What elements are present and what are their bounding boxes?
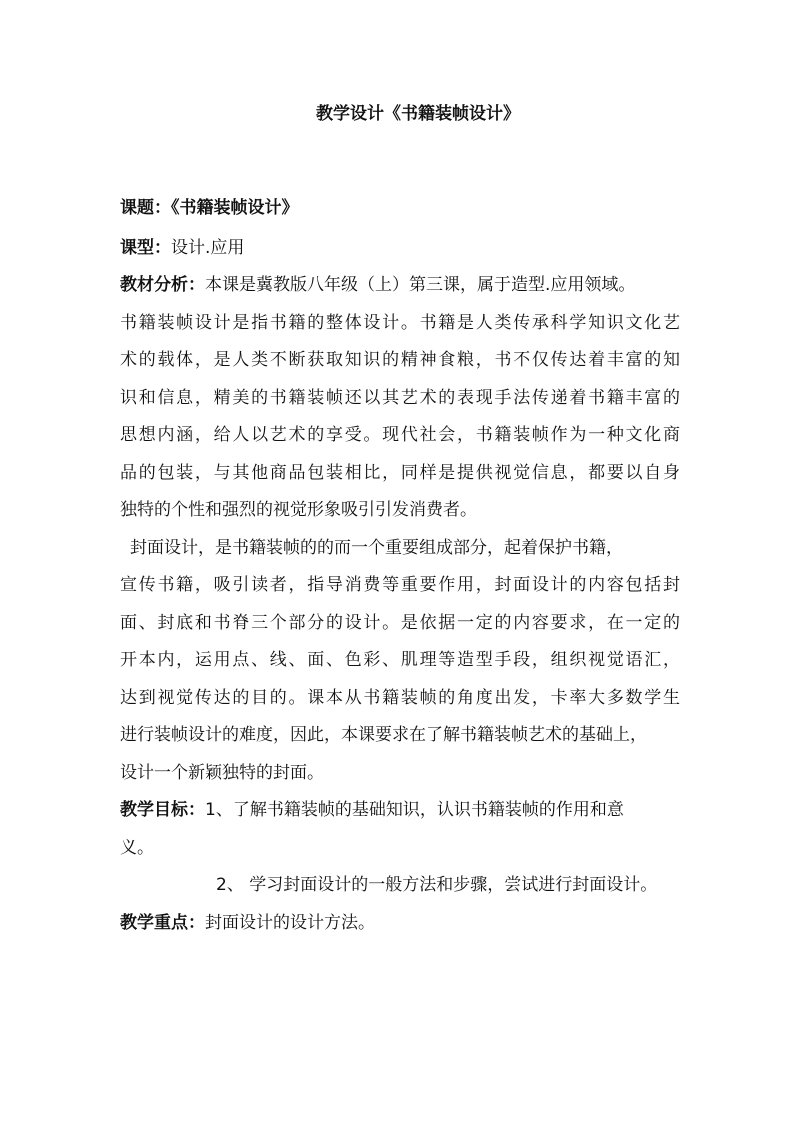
document-title: 教学设计《书籍装帧设计》: [316, 104, 520, 124]
analysis-line: 思想内涵，给人以艺术的享受。现代社会，书籍装帧作为一种文化商: [120, 425, 680, 445]
analysis-line: 书籍装帧设计是指书籍的整体设计。书籍是人类传承科学知识文化艺: [120, 312, 680, 333]
type-label: 课型：: [120, 237, 171, 258]
analysis-first-text: 本课是冀教版八年级（上）第三课，属于造型.应用领域。: [205, 275, 636, 295]
goals-item1-text: 1、了解书籍装帧的基础知识，认识书籍装帧的作用和意: [205, 800, 624, 820]
cover-line: 封面设计，是书籍装帧的的而一个重要组成部分，起着保护书籍，: [130, 537, 623, 558]
goals-line: [120, 792, 680, 830]
type-line: [120, 230, 680, 268]
focus-value: 封面设计的设计方法。: [205, 912, 375, 933]
goals-item2: 2、 学习封面设计的一般方法和步骤，尝试进行封面设计。: [216, 875, 658, 895]
topic-value: 《书籍装帧设计》: [171, 198, 299, 218]
analysis-line: 品的包装，与其他商品包装相比，同样是提供视觉信息，都要以自身: [120, 462, 680, 483]
cover-line: 进行装帧设计的难度，因此，本课要求在了解书籍装帧艺术的基础上，: [120, 725, 647, 745]
type-value: 设计.应用: [171, 237, 245, 258]
analysis-line: 独特的个性和强烈的视觉形象吸引引发消费者。: [120, 500, 477, 520]
analysis-line: 术的载体，是人类不断获取知识的精神食粮，书不仅传达着丰富的知: [120, 350, 680, 370]
analysis-label: 教材分析：: [120, 275, 205, 295]
cover-line: 设计一个新颖独特的封面。: [120, 762, 324, 783]
analysis-line-first: [120, 267, 680, 305]
focus-line: [120, 905, 680, 943]
cover-line: 开本内，运用点、线、面、色彩、肌理等造型手段，组织视觉语汇，: [120, 650, 680, 670]
cover-line: 达到视觉传达的目的。课本从书籍装帧的角度出发，卡率大多数学生: [120, 687, 680, 708]
focus-label: 教学重点：: [120, 912, 205, 933]
cover-line: 面、封底和书脊三个部分的设计。是依据一定的内容要求，在一定的: [120, 612, 680, 633]
cover-line: 宣传书籍，吸引读者，指导消费等重要作用，封面设计的内容包括封: [120, 575, 680, 595]
goals-item1-continuation: 义。: [120, 837, 154, 858]
analysis-line: 识和信息，精美的书籍装帧还以其艺术的表现手法传递着书籍丰富的: [120, 387, 680, 408]
topic-label: 课题：: [120, 198, 171, 218]
topic-line: [120, 190, 680, 228]
goals-label: 教学目标：: [120, 800, 205, 820]
